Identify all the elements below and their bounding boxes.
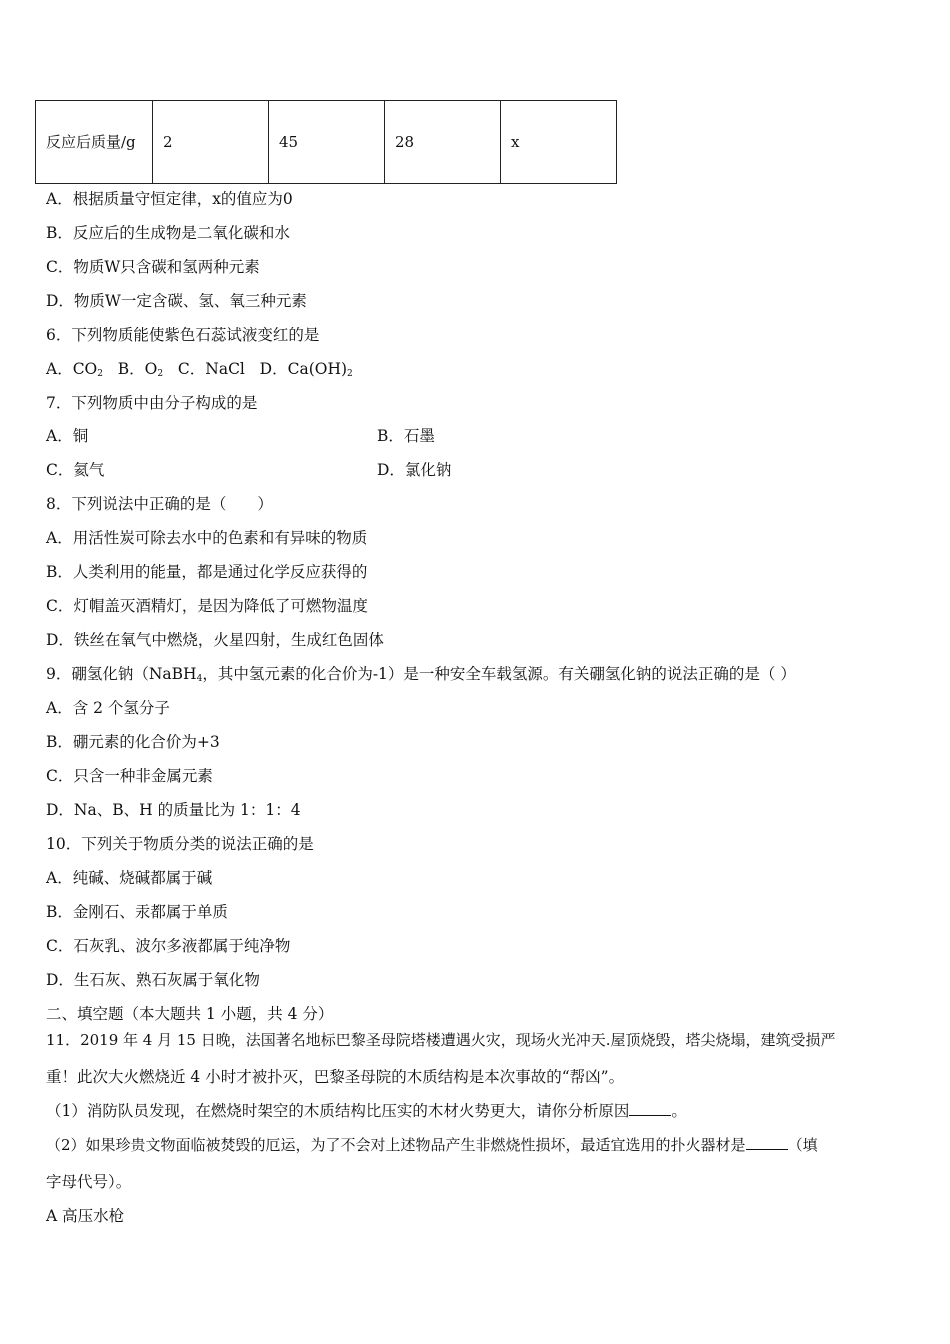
q5-option-a: A．根据质量守恒定律，x的值应为0 [46, 190, 293, 208]
q11-sub2-line2: 字母代号）。 [46, 1173, 132, 1191]
q8-option-a: A．用活性炭可除去水中的色素和有异味的物质 [46, 529, 368, 547]
q6-stem: 6．下列物质能使紫色石蕊试液变红的是 [46, 326, 320, 344]
q8-option-d: D．铁丝在氧气中燃烧，火星四射，生成红色固体 [46, 631, 384, 649]
q7-stem: 7．下列物质中由分子构成的是 [46, 394, 258, 412]
q8-stem: 8．下列说法中正确的是（ ） [46, 495, 273, 513]
q10-option-b: B．金刚石、汞都属于单质 [46, 903, 228, 921]
value-cell: 45 [269, 101, 385, 184]
q10-stem: 10．下列关于物质分类的说法正确的是 [46, 835, 314, 853]
q11-stem-line2: 重！此次大火燃烧近 4 小时才被扑灭，巴黎圣母院的木质结构是本次事故的“帮凶”。 [46, 1068, 625, 1086]
q11-sub1: （1）消防队员发现，在燃烧时架空的木质结构比压实的木材火势更大，请你分析原因 。 [46, 1102, 687, 1120]
q5-option-b: B．反应后的生成物是二氧化碳和水 [46, 224, 290, 242]
value-cell: x [501, 101, 617, 184]
q6-option-a: A．$CO_2$ [46, 360, 103, 379]
section-heading: 二、填空题（本大题共 1 小题，共 4 分） [46, 1005, 334, 1023]
q7-option-c: C．氦气 [46, 461, 105, 479]
q9-option-c: C．只含一种非金属元素 [46, 767, 213, 785]
q5-option-d: D．物质W一定含碳、氢、氧三种元素 [46, 292, 307, 310]
q10-option-a: A．纯碱、烧碱都属于碱 [46, 869, 213, 887]
q6-option-d: D．$Ca(OH)_2$ [259, 360, 353, 379]
q8-option-b: B．人类利用的能量，都是通过化学反应获得的 [46, 563, 368, 581]
q11-sub2: （2）如果珍贵文物面临被焚毁的厄运，为了不会对上述物品产生非燃烧性损坏，最适宜选用的扑火器材是 （填 [46, 1136, 818, 1154]
q6-option-b: B．$O_2$ [117, 360, 164, 379]
table-row [36, 101, 617, 184]
q8-option-c: C．灯帽盖灭酒精灯，是因为降低了可燃物温度 [46, 597, 368, 615]
q11-option-a: A 高压水枪 [46, 1207, 125, 1225]
row-label-cell: 反应后质量/g [36, 101, 153, 184]
q9-option-b: B．硼元素的化合价为+3 [46, 733, 220, 751]
value-cell: 28 [385, 101, 501, 184]
mass-table [35, 100, 617, 184]
q7-option-b: B．石墨 [377, 427, 435, 445]
q10-option-d: D．生石灰、熟石灰属于氧化物 [46, 971, 260, 989]
answer-blank[interactable] [746, 1135, 788, 1150]
q6-option-c: C．NaCl [177, 360, 245, 378]
q9-option-d: D．Na、B、H 的质量比为 1：1：4 [46, 801, 301, 819]
q5-option-c: C．物质W只含碳和氢两种元素 [46, 258, 260, 276]
q6-options [46, 359, 353, 384]
q7-option-a: A．铜 [46, 427, 89, 445]
q11-stem-line1: 11．2019 年 4 月 15 日晚，法国著名地标巴黎圣母院塔楼遭遇火灾，现场火光冲天.屋顶烧毁，塔尖烧塌，建筑受损严 [46, 1031, 836, 1049]
q9-option-a: A．含 2 个氢分子 [46, 699, 170, 717]
answer-blank[interactable] [629, 1101, 671, 1116]
q7-option-d: D．氯化钠 [377, 461, 452, 479]
q10-option-c: C．石灰乳、波尔多液都属于纯净物 [46, 937, 291, 955]
q9-stem: 9．硼氢化钠（NaBH$_4$，其中氢元素的化合价为-1）是一种安全车载氢源。有关硼氢化钠的说法正确的是（ ） [46, 665, 796, 684]
value-cell: 2 [153, 101, 269, 184]
